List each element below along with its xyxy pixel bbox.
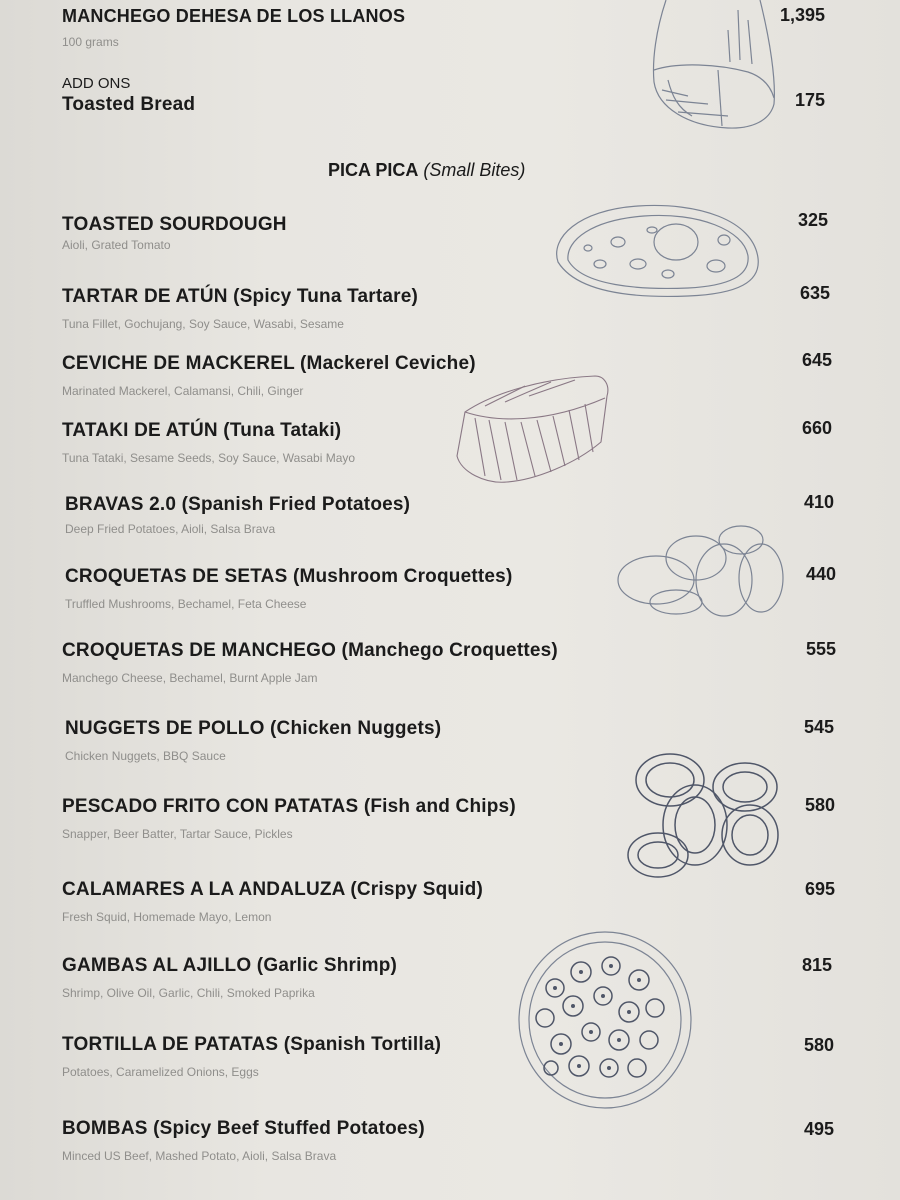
menu-item — [65, 718, 441, 763]
menu-item — [65, 566, 512, 611]
menu-item — [65, 494, 410, 536]
menu-item-manchego — [62, 6, 405, 49]
item-description: Snapper, Beer Batter, Tartar Sauce, Pickles — [62, 827, 293, 841]
item-price: 410 — [804, 492, 835, 512]
item-name: GAMBAS AL AJILLO (Garlic Shrimp) — [62, 955, 398, 976]
item-name: CALAMARES A LA ANDALUZA (Crispy Squid) — [62, 879, 483, 900]
sourdough-bread-icon — [548, 202, 763, 300]
item-price: 495 — [804, 1119, 835, 1139]
item-description: Manchego Cheese, Bechamel, Burnt Apple Jam — [62, 671, 318, 685]
item-description: Chicken Nuggets, BBQ Sauce — [65, 749, 226, 763]
item-name: TORTILLA DE PATATAS (Spanish Tortilla) — [62, 1034, 442, 1055]
section-heading — [328, 160, 525, 181]
item-price: 175 — [795, 90, 826, 110]
tuna-steak-icon — [455, 372, 615, 487]
item-description: Deep Fried Potatoes, Aioli, Salsa Brava — [65, 522, 276, 536]
croquettes-icon — [616, 518, 786, 618]
addons-label: ADD ONS — [62, 75, 131, 92]
item-name: TARTAR DE ATÚN (Spicy Tuna Tartare) — [62, 286, 419, 307]
item-name: Toasted Bread — [62, 94, 196, 115]
item-name: TATAKI DE ATÚN (Tuna Tataki) — [62, 420, 342, 441]
menu-item — [62, 879, 483, 924]
garlic-shrimp-bowl-icon — [515, 928, 695, 1113]
item-description: Shrimp, Olive Oil, Garlic, Chili, Smoked Paprika — [62, 986, 315, 1000]
item-price: 580 — [804, 1035, 835, 1055]
squid-rings-icon — [620, 745, 785, 885]
item-description: 100 grams — [62, 35, 119, 49]
item-price: 555 — [806, 639, 837, 659]
item-name: BRAVAS 2.0 (Spanish Fried Potatoes) — [65, 494, 411, 515]
item-name: PESCADO FRITO CON PATATAS (Fish and Chips) — [62, 796, 516, 817]
item-price: 545 — [804, 717, 835, 737]
item-name: CEVICHE DE MACKEREL (Mackerel Ceviche) — [62, 353, 476, 374]
item-price: 695 — [805, 879, 836, 899]
item-price: 580 — [805, 795, 836, 815]
item-price: 1,395 — [780, 5, 826, 25]
item-price: 660 — [802, 418, 833, 438]
item-description: Minced US Beef, Mashed Potato, Aioli, Salsa Brava — [62, 1149, 337, 1163]
menu-item-addon — [62, 75, 195, 116]
menu-item — [62, 955, 397, 1000]
menu-item — [62, 420, 355, 465]
item-name: CROQUETAS DE MANCHEGO (Manchego Croquettes) — [62, 640, 558, 661]
item-name: BOMBAS (Spicy Beef Stuffed Potatoes) — [62, 1118, 425, 1139]
item-price: 325 — [798, 210, 829, 230]
item-name: MANCHEGO DEHESA DE LOS LLANOS — [62, 6, 406, 26]
item-description: Potatoes, Caramelized Onions, Eggs — [62, 1065, 259, 1079]
menu-item — [62, 286, 418, 331]
item-price: 635 — [800, 283, 831, 303]
item-description: Fresh Squid, Homemade Mayo, Lemon — [62, 910, 272, 924]
menu-item — [62, 640, 558, 685]
item-price: 440 — [806, 564, 837, 584]
item-description: Truffled Mushrooms, Bechamel, Feta Cheese — [65, 597, 307, 611]
menu-item — [62, 1034, 441, 1079]
item-description: Aioli, Grated Tomato — [62, 238, 171, 252]
item-price: 815 — [802, 955, 833, 975]
item-price: 645 — [802, 350, 833, 370]
item-description: Tuna Fillet, Gochujang, Soy Sauce, Wasabi, Sesame — [62, 317, 344, 331]
item-description: Marinated Mackerel, Calamansi, Chili, Ginger — [62, 384, 304, 398]
section-title: PICA PICA — [328, 160, 419, 180]
menu-item — [62, 214, 287, 252]
item-description: Tuna Tataki, Sesame Seeds, Soy Sauce, Wasabi Mayo — [62, 451, 356, 465]
menu-item — [62, 353, 476, 398]
cheese-wedge-icon — [648, 0, 778, 132]
menu-item — [62, 1118, 425, 1163]
item-name: NUGGETS DE POLLO (Chicken Nuggets) — [65, 718, 442, 739]
menu-item — [62, 796, 516, 841]
item-name: TOASTED SOURDOUGH — [62, 214, 287, 235]
section-subtitle: (Small Bites) — [423, 160, 526, 180]
item-name: CROQUETAS DE SETAS (Mushroom Croquettes) — [65, 566, 513, 587]
